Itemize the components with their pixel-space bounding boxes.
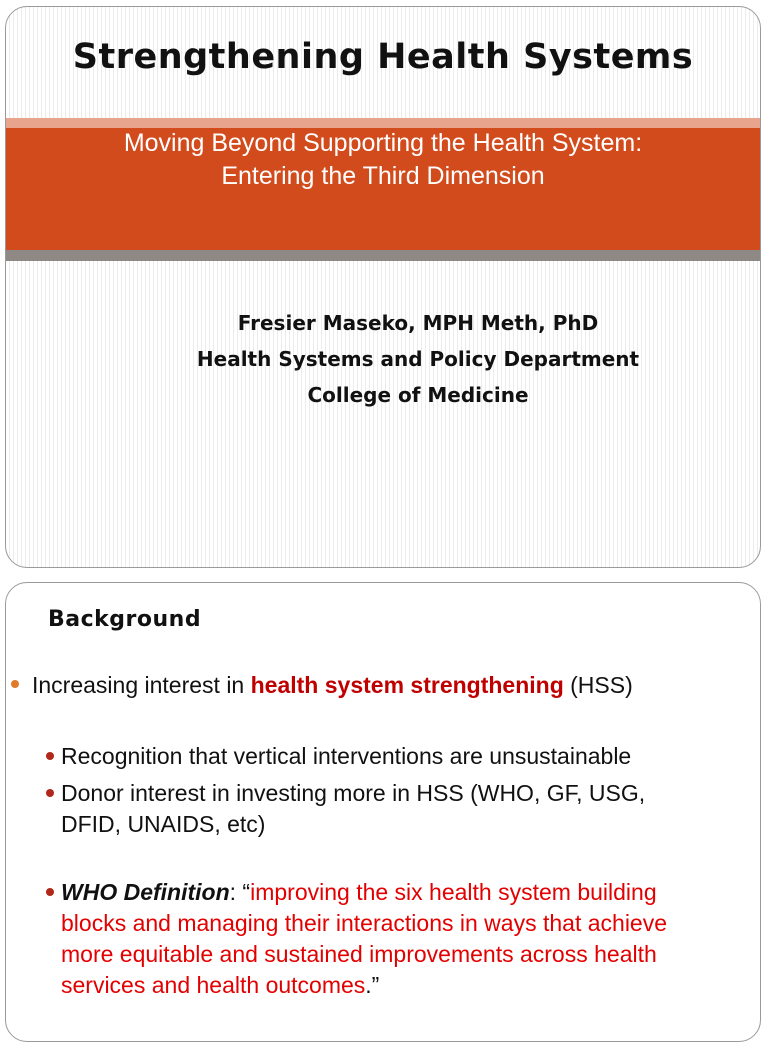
band-bottom-stripe <box>6 250 760 261</box>
who-definition-text-4: services and health outcomes <box>61 972 366 998</box>
author-college: College of Medicine <box>307 383 529 407</box>
who-definition-text-2: blocks and managing their interactions in ways that achieve <box>61 910 668 936</box>
sub-bullet-donor <box>61 778 645 840</box>
who-definition-line-1 <box>61 877 751 908</box>
sub-bullet-donor-line-2: DFID, UNAIDS, etc) <box>61 811 266 837</box>
bullet-interest <box>32 670 633 701</box>
slide-subtitle <box>6 127 760 193</box>
subtitle-line-1: Moving Beyond Supporting the Health System: <box>123 129 643 157</box>
bullet-dot-icon <box>46 752 54 760</box>
sub-bullet-recognition: Recognition that vertical interventions are unsustainable <box>61 743 632 769</box>
subtitle-line-2: Entering the Third Dimension <box>221 162 545 190</box>
bullet-interest-suffix: (HSS) <box>563 672 633 698</box>
bullet-dot-icon <box>46 789 54 797</box>
who-definition-term: WHO Definition <box>61 879 230 905</box>
author-block <box>6 305 760 413</box>
who-definition-text-3: more equitable and sustained improvements across health <box>61 941 657 967</box>
background-slide <box>5 582 761 1042</box>
who-definition-separator: : “ <box>229 879 251 905</box>
bullet-dot-icon <box>11 680 19 688</box>
slide-heading: Background <box>48 607 202 632</box>
bullet-interest-highlight: health system strengthening <box>250 672 564 698</box>
title-slide <box>5 6 761 568</box>
who-definition-line-4 <box>61 970 751 1001</box>
sub-bullet-donor-line-1: Donor interest in investing more in HSS (WHO, GF, USG, <box>61 780 646 806</box>
author-name: Fresier Maseko, MPH Meth, PhD <box>237 311 599 335</box>
slide-title: Strengthening Health Systems <box>72 37 694 77</box>
who-definition <box>61 877 751 1001</box>
author-department: Health Systems and Policy Department <box>196 347 640 371</box>
bullet-dot-icon <box>46 888 54 896</box>
who-definition-end: .” <box>365 972 380 998</box>
who-definition-text-1: improving the six health system building <box>250 879 657 905</box>
bullet-interest-text: Increasing interest in <box>32 672 251 698</box>
